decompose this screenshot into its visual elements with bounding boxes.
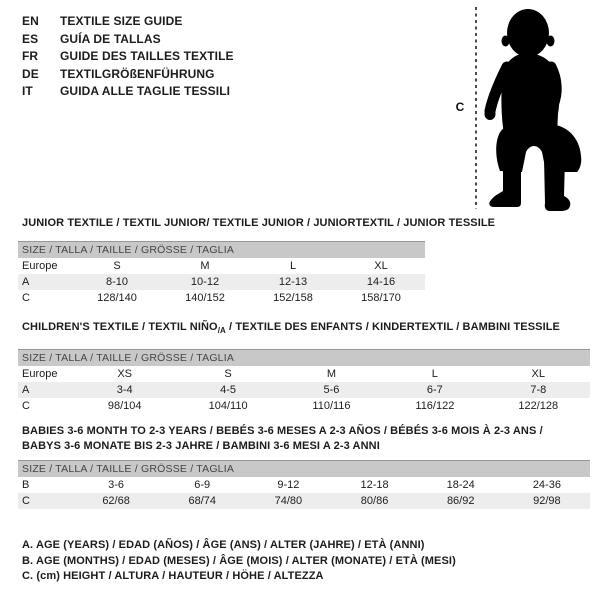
language-label: TEXTILE SIZE GUIDE [60, 14, 183, 28]
language-row [22, 66, 234, 84]
row-label-cell: Europe [22, 260, 58, 272]
size-header-row [18, 242, 425, 259]
value-cell: 98/104 [107, 400, 142, 413]
value-cell: 92/98 [504, 493, 590, 509]
table-row [18, 382, 590, 398]
row-label-cell: C [22, 292, 30, 304]
language-code: IT [22, 84, 33, 99]
size-table [18, 460, 590, 509]
language-code: FR [22, 49, 39, 64]
value-cell: 140/152 [185, 292, 225, 304]
size-guide-section [18, 320, 590, 414]
row-label-cell: C [22, 400, 30, 413]
table-row [18, 366, 590, 382]
value-cell: 10-12 [161, 274, 249, 290]
section-title-text: CHILDREN'S TEXTILE / TEXTIL NIÑO [22, 321, 218, 333]
language-row [22, 83, 234, 101]
value-cell: 6-9 [194, 479, 211, 491]
value-cell: 86/92 [418, 493, 504, 509]
value-cell: 12-13 [249, 274, 337, 290]
section-title-text: BABYS 3-6 MONATE BIS 2-3 JAHRE / BAMBINI 3-6 MESI A 2-3 ANNI [22, 440, 380, 452]
language-code: DE [22, 66, 39, 81]
section-title [18, 439, 590, 454]
size-guide-section [18, 424, 590, 509]
value-cell: XS [117, 368, 133, 381]
size-header-cell: SIZE / TALLA / TAILLE / GRÖSSE / TAGLIA [18, 350, 590, 367]
value-cell: 104/110 [208, 400, 248, 413]
value-cell: 68/74 [159, 493, 245, 509]
value-cell: 3-4 [73, 382, 176, 398]
footnote: B. AGE (MONTHS) / EDAD (MESES) / ÂGE (MOIS) / ALTER (MONATE) / ETÀ (MESI) [22, 554, 456, 567]
language-label: GUIDA ALLE TAGLIE TESSILI [60, 84, 231, 99]
language-row [22, 48, 234, 66]
value-cell: 152/158 [273, 292, 313, 304]
value-cell: 62/68 [73, 493, 159, 509]
size-table [18, 241, 425, 306]
table-row [18, 274, 425, 290]
value-cell: S [113, 260, 121, 272]
table-row [18, 477, 590, 493]
size-header-cell: SIZE / TALLA / TAILLE / GRÖSSE / TAGLIA [18, 242, 425, 259]
value-cell: 5-6 [280, 382, 383, 398]
value-cell: L [431, 368, 438, 381]
value-cell: 9-12 [277, 479, 300, 491]
footnotes [22, 538, 456, 585]
value-cell: 7-8 [487, 382, 590, 398]
value-cell: L [289, 260, 297, 272]
value-cell: 116/122 [415, 400, 455, 413]
language-code: ES [22, 31, 39, 46]
language-label: GUÍA DE TALLAS [60, 31, 161, 46]
language-row [22, 13, 234, 31]
value-cell: 74/80 [245, 493, 331, 509]
value-cell: S [224, 368, 232, 381]
section-title-text: JUNIOR TEXTILE / TEXTIL JUNIOR/ TEXTILE JUNIOR / JUNIORTEXTIL / JUNIOR TESSILE [22, 217, 496, 229]
section-title [18, 320, 590, 338]
section-title [18, 216, 496, 231]
language-row [22, 31, 234, 49]
value-cell: XL [374, 260, 388, 272]
size-header-cell: SIZE / TALLA / TAILLE / GRÖSSE / TAGLIA [18, 461, 590, 478]
footnote: A. AGE (YEARS) / EDAD (AÑOS) / ÂGE (ANS) / ALTER (JAHRE) / ETÀ (ANNI) [22, 539, 425, 551]
size-guide-section [18, 216, 496, 306]
table-row [18, 258, 425, 274]
height-measure-dashed-line [475, 7, 477, 209]
language-code: EN [22, 14, 39, 28]
row-label-cell: Europe [22, 368, 58, 381]
size-header-row [18, 461, 590, 478]
row-label-cell: B [22, 479, 30, 491]
row-label-cell: A [18, 382, 73, 398]
section-title [18, 424, 590, 439]
table-row [18, 493, 590, 509]
value-cell: M [326, 368, 337, 381]
language-label: TEXTILGRÖßENFÜHRUNG [60, 66, 215, 81]
value-cell: 128/140 [97, 292, 137, 304]
baby-figure-area [440, 0, 600, 220]
value-cell: 8-10 [73, 274, 161, 290]
value-cell: 24-36 [532, 479, 561, 491]
value-cell: M [200, 260, 210, 272]
value-cell: 14-16 [337, 274, 425, 290]
value-cell: 122/128 [518, 400, 559, 413]
value-cell: 158/170 [361, 292, 401, 304]
value-cell: 4-5 [176, 382, 279, 398]
value-cell: 3-6 [108, 479, 125, 491]
section-title-text: BABIES 3-6 MONTH TO 2-3 YEARS / BEBÉS 3-6 MESES A 2-3 AÑOS / BÉBÉS 3-6 MOIS À 2-3 ANS / [22, 425, 543, 437]
section-title-text: /A [217, 326, 226, 336]
footnote: C. (cm) HEIGHT / ALTURA / HAUTEUR / HÖHE / ALTEZZA [22, 570, 324, 582]
value-cell: 6-7 [383, 382, 486, 398]
height-measure-label: C [455, 100, 465, 114]
language-title-list [22, 13, 234, 101]
value-cell: 110/116 [312, 400, 351, 413]
size-header-row [18, 350, 590, 367]
section-title-text: / TEXTILE DES ENFANTS / KINDERTEXTIL / BAMBINI TESSILE [225, 321, 560, 333]
table-row [18, 290, 425, 306]
value-cell: 80/86 [331, 493, 417, 509]
row-label-cell: A [18, 274, 73, 290]
value-cell: 12-18 [360, 479, 389, 491]
value-cell: XL [531, 368, 546, 381]
language-label: GUIDE DES TAILLES TEXTILE [60, 49, 234, 64]
size-table [18, 349, 590, 414]
baby-silhouette-icon [480, 0, 600, 215]
value-cell: 18-24 [446, 479, 475, 491]
row-label-cell: C [18, 493, 73, 509]
table-row [18, 398, 590, 414]
